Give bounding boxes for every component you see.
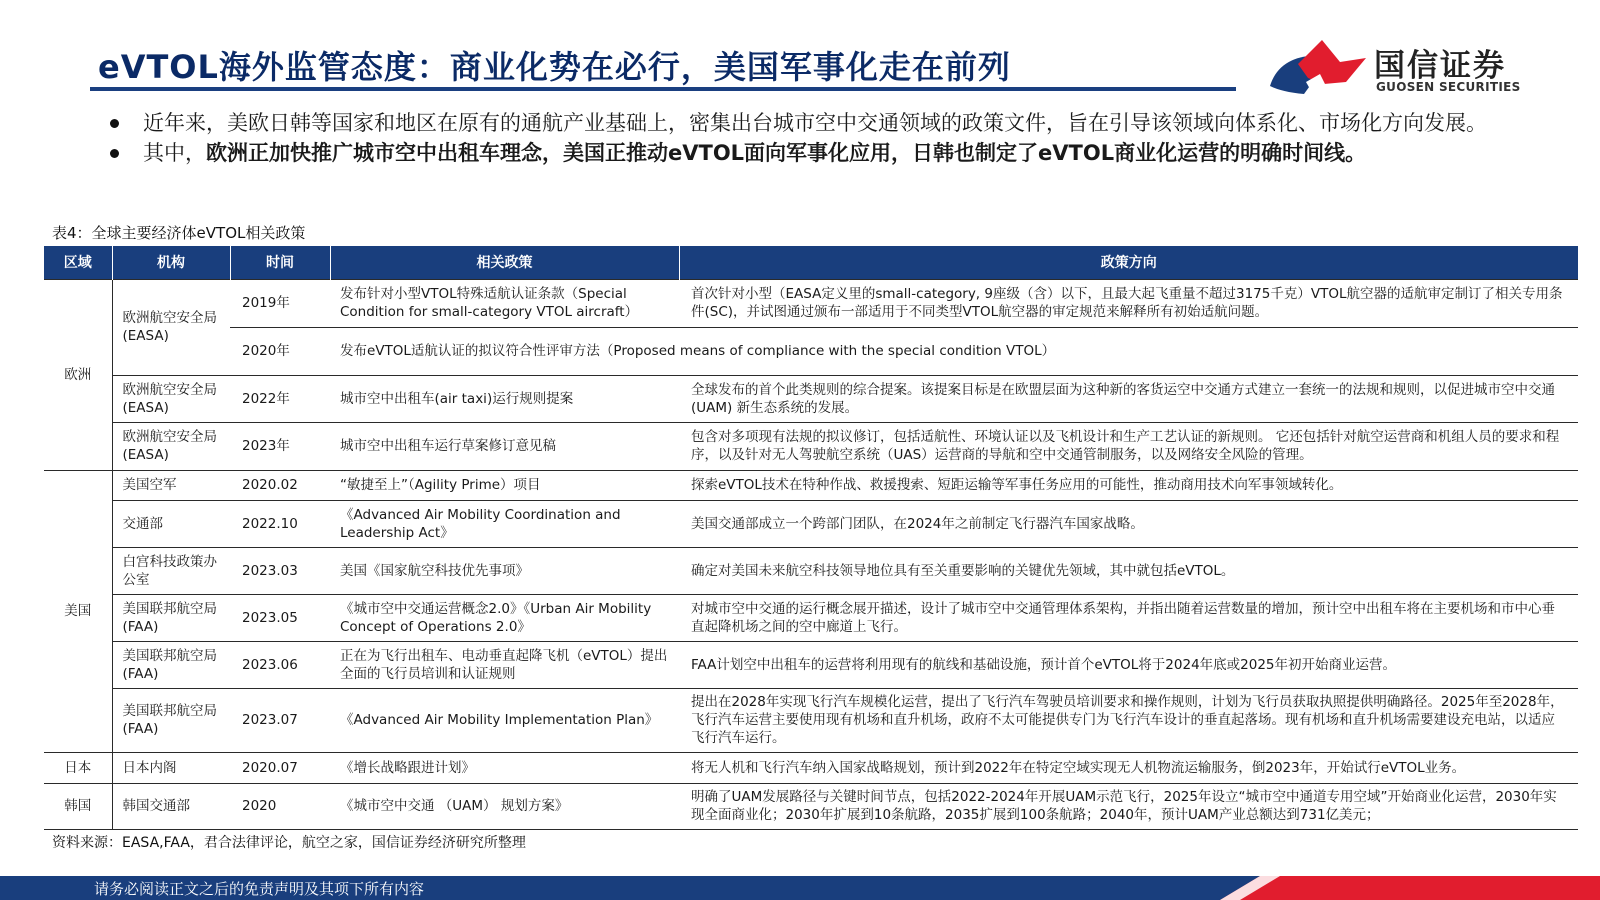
table-row xyxy=(44,594,1578,641)
column-header-time: 时间 xyxy=(230,246,330,279)
column-header-region: 区域 xyxy=(44,246,112,279)
table-row xyxy=(44,500,1578,547)
page-footer xyxy=(0,876,1600,900)
footer-disclaimer: 请务必阅读正文之后的免责声明及其项下所有内容 xyxy=(94,880,425,898)
policy-table xyxy=(44,246,1578,830)
table-row xyxy=(44,641,1578,688)
time-cell: 2020年 xyxy=(230,327,330,375)
policy-cell: 城市空中出租车运行草案修订意见稿 xyxy=(330,422,679,470)
policy-cell: 《城市空中交通 （UAM） 规划方案》 xyxy=(330,783,679,829)
table-caption: 表4：全球主要经济体eVTOL相关政策 xyxy=(52,224,306,242)
table-row xyxy=(44,375,1578,422)
footer-accent-icon xyxy=(1220,876,1600,900)
agency-cell: 美国联邦航空局(FAA) xyxy=(112,688,230,752)
logo-english-name: GUOSEN SECURITIES xyxy=(1376,80,1521,94)
guosen-logo xyxy=(1268,38,1568,98)
agency-cell: 美国空军 xyxy=(112,470,230,500)
direction-cell: FAA计划空中出租车的运营将利用现有的航线和基础设施，预计首个eVTOL将于2024年底或2025年初开始商业运营。 xyxy=(679,641,1578,688)
source-note: 资料来源：EASA,FAA，君合法律评论，航空之家，国信证券经济研究所整理 xyxy=(52,835,526,851)
time-cell: 2023.06 xyxy=(230,641,330,688)
column-header-direction: 政策方向 xyxy=(679,246,1578,279)
direction-cell: 提出在2028年实现飞行汽车规模化运营，提出了飞行汽车驾驶员培训要求和操作规则，计划为飞行员获取执照提供明确路径。2025年至2028年，飞行汽车运营主要使用现有机场和直升机场，政府不太可能提供专门为飞行汽车设计的垂直起落场。现有机场和直升机场需要建设充电站，以适应飞行汽车运行。 xyxy=(679,688,1578,752)
page-title: eVTOL海外监管态度：商业化势在必行，美国军事化走在前列 xyxy=(98,48,1011,86)
agency-cell: 美国联邦航空局(FAA) xyxy=(112,641,230,688)
policy-cell: 《增长战略跟进计划》 xyxy=(330,752,679,783)
table-row xyxy=(44,752,1578,783)
time-cell: 2023.05 xyxy=(230,594,330,641)
agency-cell: 欧洲航空安全局(EASA) xyxy=(112,422,230,470)
agency-cell: 美国联邦航空局(FAA) xyxy=(112,594,230,641)
direction-cell: 全球发布的首个此类规则的综合提案。该提案目标是在欧盟层面为这种新的客货运空中交通方式建立一套统一的法规和规则，以促进城市空中交通 (UAM) 新生态系统的发展。 xyxy=(679,375,1578,422)
bullet-dot-icon xyxy=(110,119,119,128)
time-cell: 2020.02 xyxy=(230,470,330,500)
policy-cell: 发布eVTOL适航认证的拟议符合性评审方法（Proposed means of compliance with the special condition VTOL） xyxy=(330,327,1578,375)
policy-cell: 城市空中出租车(air taxi)运行规则提案 xyxy=(330,375,679,422)
direction-cell: 包含对多项现有法规的拟议修订，包括适航性、环境认证以及飞机设计和生产工艺认证的新规则。 它还包括针对航空运营商和机组人员的要求和程序，以及针对无人驾驶航空系统（UAS）运营商的导航和空中交通管制服务，以及网络安全风险的管理。 xyxy=(679,422,1578,470)
direction-cell: 美国交通部成立一个跨部门团队，在2024年之前制定飞行器汽车国家战略。 xyxy=(679,500,1578,547)
bullet-dot-icon xyxy=(110,149,119,158)
table-row xyxy=(44,422,1578,470)
table-row xyxy=(44,688,1578,752)
region-cell: 欧洲 xyxy=(44,279,112,470)
direction-cell: 确定对美国未来航空科技领导地位具有至关重要影响的关键优先领域，其中就包括eVTOL。 xyxy=(679,547,1578,594)
bullet-text: 近年来，美欧日韩等国家和地区在原有的通航产业基础上，密集出台城市空中交通领域的政策文件，旨在引导该领域向体系化、市场化方向发展。 xyxy=(143,111,1487,135)
policy-cell: 《Advanced Air Mobility Coordination and Leadership Act》 xyxy=(330,500,679,547)
table-row xyxy=(44,279,1578,327)
time-cell: 2023年 xyxy=(230,422,330,470)
bullet-item xyxy=(110,108,1510,138)
direction-cell: 探索eVTOL技术在特种作战、救援搜索、短距运输等军事任务应用的可能性，推动商用技术向军事领域转化。 xyxy=(679,470,1578,500)
agency-cell: 欧洲航空安全局(EASA) xyxy=(112,279,230,375)
agency-cell: 欧洲航空安全局(EASA) xyxy=(112,375,230,422)
policy-cell: 发布针对小型VTOL特殊适航认证条款（Special Condition for small-category VTOL aircraft） xyxy=(330,279,679,327)
title-underline xyxy=(90,87,1236,91)
table-row xyxy=(44,783,1578,829)
bullet-text-strong: 欧洲正加快推广城市空中出租车理念，美国正推动eVTOL面向军事化应用，日韩也制定了eVTOL商业化运营的明确时间线。 xyxy=(206,141,1367,165)
region-cell: 韩国 xyxy=(44,783,112,829)
direction-cell: 将无人机和飞行汽车纳入国家战略规划，预计到2022年在特定空域实现无人机物流运输服务，倒2023年，开始试行eVTOL业务。 xyxy=(679,752,1578,783)
direction-cell: 对城市空中交通的运行概念展开描述，设计了城市空中交通管理体系架构，并指出随着运营数量的增加，预计空中出租车将在主要机场和市中心垂直起降机场之间的空中廊道上飞行。 xyxy=(679,594,1578,641)
guosen-logo-icon xyxy=(1268,38,1368,98)
bullet-item xyxy=(110,138,1510,168)
direction-cell: 首次针对小型（EASA定义里的small-category, 9座级（含）以下，且最大起飞重量不超过3175千克）VTOL航空器的适航审定制订了相关专用条件(SC)，并试图通过颁布一部适用于不同类型VTOL航空器的审定规范来解释所有初始适航问题。 xyxy=(679,279,1578,327)
policy-cell: 《城市空中交通运营概念2.0》《Urban Air Mobility Concept of Operations 2.0》 xyxy=(330,594,679,641)
logo-chinese-name: 国信证券 xyxy=(1374,48,1506,84)
region-cell: 日本 xyxy=(44,752,112,783)
agency-cell: 日本内阁 xyxy=(112,752,230,783)
table-row xyxy=(44,470,1578,500)
agency-cell: 韩国交通部 xyxy=(112,783,230,829)
time-cell: 2023.07 xyxy=(230,688,330,752)
table-header-row xyxy=(44,246,1578,279)
column-header-policy: 相关政策 xyxy=(330,246,679,279)
table-row xyxy=(44,327,1578,375)
policy-cell: 美国《国家航空科技优先事项》 xyxy=(330,547,679,594)
region-cell: 美国 xyxy=(44,470,112,752)
time-cell: 2022年 xyxy=(230,375,330,422)
bullet-text: 其中， xyxy=(143,141,206,165)
policy-cell: 《Advanced Air Mobility Implementation Plan》 xyxy=(330,688,679,752)
agency-cell: 白宫科技政策办公室 xyxy=(112,547,230,594)
policy-cell: “敏捷至上”（Agility Prime）项目 xyxy=(330,470,679,500)
direction-cell: 明确了UAM发展路径与关键时间节点，包括2022-2024年开展UAM示范飞行，2025年设立“城市空中通道专用空域”开始商业化运营，2030年实现全面商业化；2030年扩展到10条航路，2035扩展到100条航路；2040年，预计UAM产业总额达到731亿美元； xyxy=(679,783,1578,829)
agency-cell: 交通部 xyxy=(112,500,230,547)
time-cell: 2020.07 xyxy=(230,752,330,783)
time-cell: 2022.10 xyxy=(230,500,330,547)
column-header-agency: 机构 xyxy=(112,246,230,279)
table-row xyxy=(44,547,1578,594)
time-cell: 2020 xyxy=(230,783,330,829)
policy-cell: 正在为飞行出租车、电动垂直起降飞机（eVTOL）提出全面的飞行员培训和认证规则 xyxy=(330,641,679,688)
page-header xyxy=(0,0,1600,95)
time-cell: 2023.03 xyxy=(230,547,330,594)
time-cell: 2019年 xyxy=(230,279,330,327)
summary-bullets xyxy=(110,108,1510,168)
